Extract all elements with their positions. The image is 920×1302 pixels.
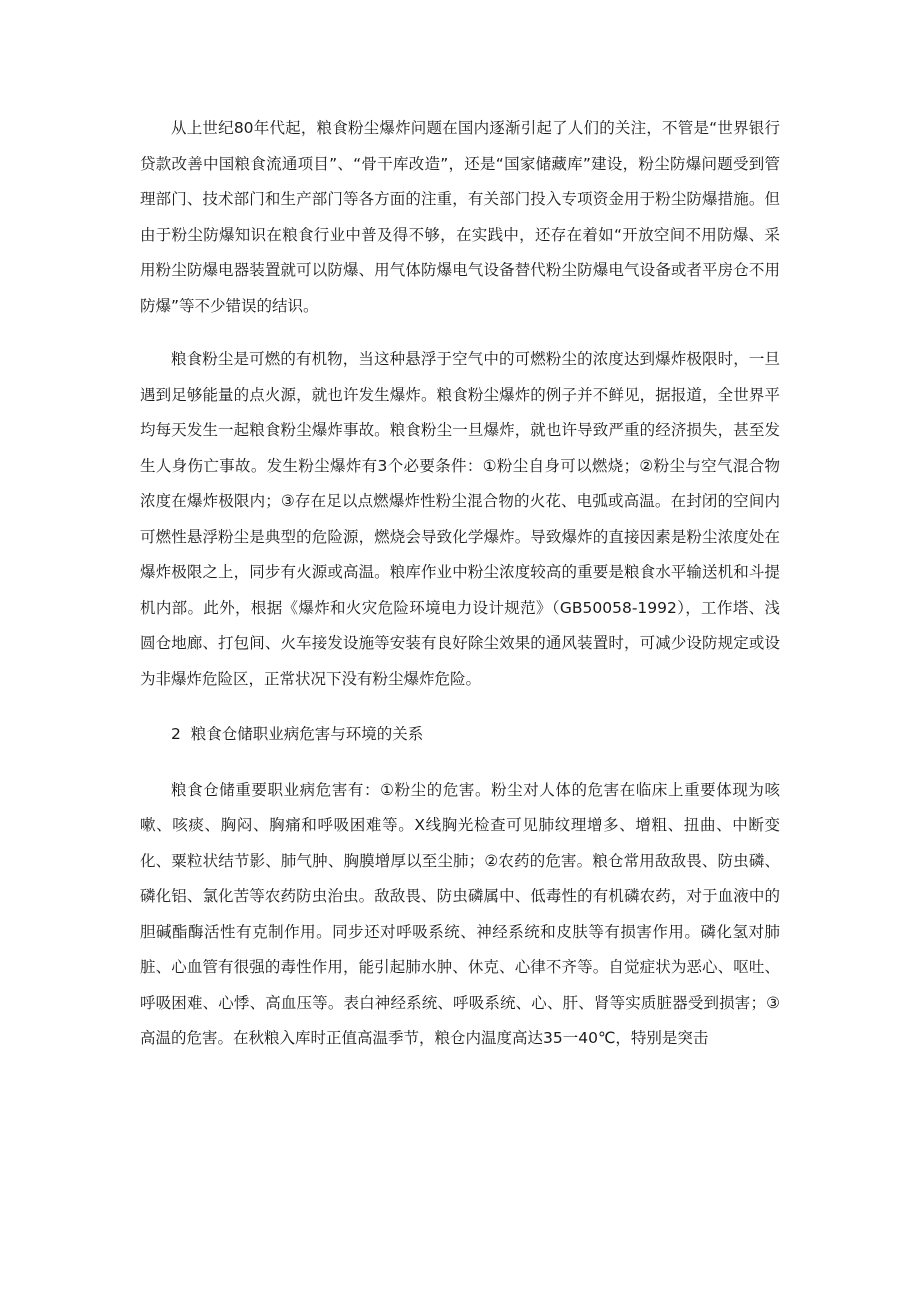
paragraph-occupational-hazards: 粮食仓储重要职业病危害有：①粉尘的危害。粉尘对人体的危害在临床上重要体现为咳嗽、咳痰、胸闷、胸痛和呼吸困难等。X线胸光检查可见肺纹理增多、增粗、扭曲、中断变化、粟粒状结节影、肺气肿、胸膜增厚以至尘肺；②农药的危害。粮仓常用敌敌畏、防虫磷、磷化铝、氯化苦等农药防虫治虫。敌敌畏、防虫磷属中、低毒性的有机磷农药，对于血液中的胆碱酯酶活性有克制作用。同步还对呼吸系统、神经系统和皮肤等有损害作用。磷化氢对肺脏、心血管有很强的毒性作用，能引起肺水肿、休克、心律不齐等。自觉症状为恶心、呕吐、呼吸困难、心悸、高血压等。表白神经系统、呼吸系统、心、肝、肾等实质脏器受到损害；③高温的危害。在秋粮入库时正值高温季节，粮仓内温度高达35一40℃，特别是突击	[140, 780, 780, 1047]
section-heading: 2 粮食仓储职业病危害与环境的关系	[171, 725, 424, 743]
paragraph-history: 从上世纪80年代起，粮食粉尘爆炸问题在国内逐渐引起了人们的关注，不管是“世界银行贷款改善中国粮食流通项目”、“骨干库改造”，还是“国家储藏库”建设，粉尘防爆问题受到管理部门、技术部门和生产部门等各方面的注重，有关部门投入专项资金用于粉尘防爆措施。但由于粉尘防爆知识在粮食行业中普及得不够，在实践中，还存在着如“开放空间不用防爆、采用粉尘防爆电器装置就可以防爆、用气体防爆电气设备替代粉尘防爆电气设备或者平房仓不用防爆”等不少错误的结识。	[140, 119, 780, 315]
paragraph-dust-explosion: 粮食粉尘是可燃的有机物，当这种悬浮于空气中的可燃粉尘的浓度达到爆炸极限时，一旦遇到足够能量的点火源，就也许发生爆炸。粮食粉尘爆炸的例子并不鲜见，据报道，全世界平均每天发生一起粮食粉尘爆炸事故。粮食粉尘一旦爆炸，就也许导致严重的经济损失，甚至发生人身伤亡事故。发生粉尘爆炸有3个必要条件：①粉尘自身可以燃烧；②粉尘与空气混合物浓度在爆炸极限内；③存在足以点燃爆炸性粉尘混合物的火花、电弧或高温。在封闭的空间内可燃性悬浮粉尘是典型的危险源，燃烧会导致化学爆炸。导致爆炸的直接因素是粉尘浓度处在爆炸极限之上，同步有火源或高温。粮库作业中粉尘浓度较高的重要是粮食水平输送机和斗提机内部。此外，根据《爆炸和火灾危险环境电力设计规范》（GB50058-1992），工作塔、浅圆仓地廊、打包间、火车接发设施等安装有良好除尘效果的通风装置时，可减少设防规定或设为非爆炸危险区，正常状况下没有粉尘爆炸危险。	[140, 350, 780, 688]
